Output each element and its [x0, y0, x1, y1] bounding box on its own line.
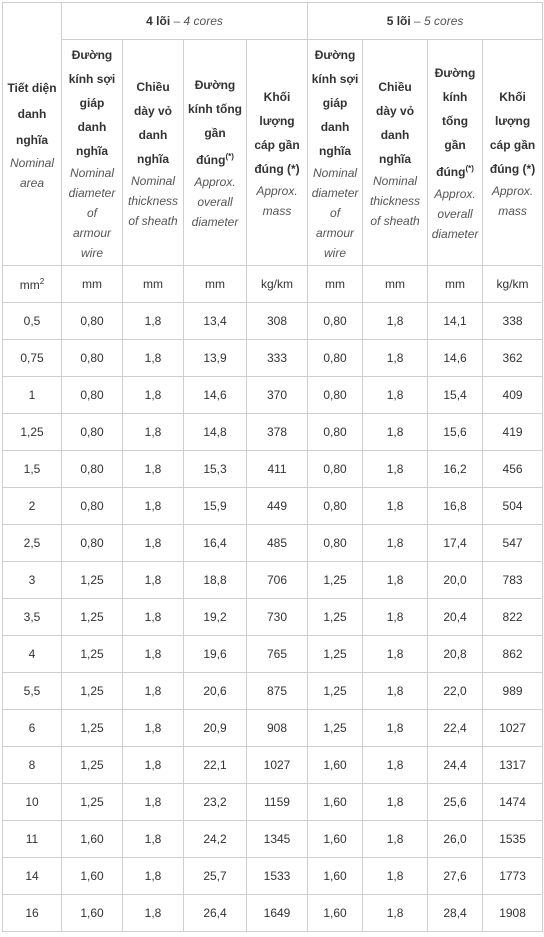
- header-line: nghĩa: [76, 143, 108, 158]
- cell-mass-5: 547: [483, 525, 543, 562]
- cell-overall-4: 26,4: [184, 895, 247, 932]
- cell-sheath-5: 1,8: [363, 562, 428, 599]
- cell-sheath-4: 1,8: [123, 599, 184, 636]
- cable-spec-table: [2, 2, 543, 932]
- header-line: kính: [442, 90, 468, 104]
- table-row: [3, 821, 543, 858]
- table-row: [3, 858, 543, 895]
- cell-overall-4: 23,2: [184, 784, 247, 821]
- cell-overall-5: 26,0: [428, 821, 483, 858]
- header-line: danh: [17, 107, 47, 121]
- cell-sheath-4: 1,8: [123, 895, 184, 932]
- header-line: gần: [444, 138, 466, 152]
- header-line: kính sợi: [68, 71, 116, 86]
- header-nominal-area-vn: [5, 75, 59, 153]
- cell-mass-4: 370: [247, 377, 308, 414]
- table-row: [3, 340, 543, 377]
- cell-mass-5: 783: [483, 562, 543, 599]
- unit-mm: mm: [363, 266, 428, 303]
- header-nominal-area: [3, 3, 62, 266]
- cell-mass-5: 1773: [483, 858, 543, 895]
- cell-armour-5: 1,25: [308, 710, 363, 747]
- header-line: dày vỏ: [376, 103, 415, 118]
- cell-mass-4: 378: [247, 414, 308, 451]
- cell-armour-5: 0,80: [308, 303, 363, 340]
- cell-sheath-4: 1,8: [123, 303, 184, 340]
- unit-mm: mm: [123, 266, 184, 303]
- header-line: mass: [498, 203, 527, 218]
- cell-area: 16: [3, 895, 62, 932]
- group-4-label: 4 lõi: [146, 14, 171, 28]
- header-en: [485, 181, 540, 221]
- table-row: [3, 636, 543, 673]
- cell-armour-4: 1,25: [62, 673, 123, 710]
- table-row: [3, 673, 543, 710]
- cell-mass-4: 449: [247, 488, 308, 525]
- cell-area: 1,5: [3, 451, 62, 488]
- cell-mass-5: 456: [483, 451, 543, 488]
- header-armour-diameter-4: [62, 40, 123, 266]
- cell-sheath-5: 1,8: [363, 747, 428, 784]
- header-line: đúng(*): [196, 152, 234, 167]
- header-en: [186, 172, 244, 232]
- unit-mass: kg/km: [483, 266, 543, 303]
- cell-mass-4: 1159: [247, 784, 308, 821]
- header-line: dày vỏ: [133, 103, 172, 118]
- header-line: cáp gần: [254, 137, 300, 152]
- cell-armour-5: 0,80: [308, 377, 363, 414]
- table-row: [3, 377, 543, 414]
- cell-overall-5: 16,2: [428, 451, 483, 488]
- cell-area: 0,75: [3, 340, 62, 377]
- cell-mass-5: 419: [483, 414, 543, 451]
- cell-sheath-4: 1,8: [123, 451, 184, 488]
- cell-overall-4: 19,6: [184, 636, 247, 673]
- header-line: armour: [72, 225, 111, 240]
- cell-overall-5: 15,4: [428, 377, 483, 414]
- header-line: danh: [138, 127, 168, 142]
- header-line: diameter: [68, 185, 116, 200]
- header-en: [64, 163, 120, 263]
- header-line: of: [330, 205, 341, 220]
- cell-mass-4: 308: [247, 303, 308, 340]
- cell-sheath-4: 1,8: [123, 414, 184, 451]
- cell-overall-4: 14,8: [184, 414, 247, 451]
- unit-area-sup: 2: [39, 276, 45, 286]
- table-row: [3, 488, 543, 525]
- header-line: giáp: [79, 95, 105, 110]
- header-en: [310, 163, 360, 263]
- cell-mass-5: 1535: [483, 821, 543, 858]
- header-line: Approx.: [194, 175, 236, 189]
- header-line: đúng(*): [436, 164, 474, 179]
- table-row: [3, 599, 543, 636]
- cell-sheath-5: 1,8: [363, 710, 428, 747]
- unit-area: [3, 266, 62, 303]
- cell-area: 2,5: [3, 525, 62, 562]
- cell-sheath-5: 1,8: [363, 303, 428, 340]
- header-mass-4: [247, 40, 308, 266]
- header-sheath-thickness-5: [363, 40, 428, 266]
- cell-sheath-4: 1,8: [123, 525, 184, 562]
- group-5-sep: –: [410, 14, 425, 28]
- group-4-en: 4 cores: [183, 14, 223, 28]
- header-line: Nominal: [9, 156, 54, 170]
- cell-sheath-4: 1,8: [123, 821, 184, 858]
- header-line: area: [19, 176, 45, 190]
- cell-armour-5: 0,80: [308, 451, 363, 488]
- table-row: [3, 562, 543, 599]
- header-vn: [186, 73, 244, 172]
- cell-sheath-5: 1,8: [363, 488, 428, 525]
- header-line: Approx.: [491, 183, 534, 198]
- header-line: of sheath: [370, 213, 420, 228]
- cell-sheath-5: 1,8: [363, 451, 428, 488]
- cell-overall-5: 22,0: [428, 673, 483, 710]
- cell-mass-5: 338: [483, 303, 543, 340]
- table-row: [3, 747, 543, 784]
- cell-area: 2: [3, 488, 62, 525]
- header-en: [430, 184, 480, 244]
- unit-mm: mm: [308, 266, 363, 303]
- header-sheath-thickness-4: [123, 40, 184, 266]
- cell-overall-5: 20,4: [428, 599, 483, 636]
- header-vn: [365, 75, 425, 171]
- cell-mass-5: 822: [483, 599, 543, 636]
- cell-sheath-5: 1,8: [363, 340, 428, 377]
- cell-area: 5,5: [3, 673, 62, 710]
- header-line: Nominal: [313, 165, 358, 180]
- cell-armour-4: 1,60: [62, 821, 123, 858]
- cell-mass-4: 1533: [247, 858, 308, 895]
- header-line: Nominal: [130, 173, 175, 188]
- cell-area: 4: [3, 636, 62, 673]
- cell-armour-5: 0,80: [308, 525, 363, 562]
- cell-overall-4: 20,9: [184, 710, 247, 747]
- header-line: nghĩa: [137, 151, 169, 166]
- cell-mass-4: 333: [247, 340, 308, 377]
- cell-overall-5: 17,4: [428, 525, 483, 562]
- cell-armour-5: 0,80: [308, 488, 363, 525]
- cell-area: 11: [3, 821, 62, 858]
- cell-mass-5: 862: [483, 636, 543, 673]
- cell-area: 3: [3, 562, 62, 599]
- cell-sheath-4: 1,8: [123, 710, 184, 747]
- cell-armour-5: 1,60: [308, 821, 363, 858]
- cell-overall-5: 20,0: [428, 562, 483, 599]
- header-line: Nominal: [69, 165, 114, 180]
- header-line: of: [86, 205, 97, 220]
- cell-mass-5: 504: [483, 488, 543, 525]
- cell-armour-5: 1,60: [308, 858, 363, 895]
- header-overall-diameter-4: [184, 40, 247, 266]
- cell-mass-5: 989: [483, 673, 543, 710]
- cell-area: 0,5: [3, 303, 62, 340]
- table-row: [3, 414, 543, 451]
- cell-armour-4: 1,25: [62, 710, 123, 747]
- header-line: nghĩa: [319, 143, 352, 158]
- cell-armour-4: 1,25: [62, 784, 123, 821]
- header-armour-diameter-5: [308, 40, 363, 266]
- table-row: [3, 710, 543, 747]
- header-line: wire: [80, 245, 103, 260]
- cell-armour-5: 1,60: [308, 784, 363, 821]
- cell-armour-5: 1,25: [308, 599, 363, 636]
- cell-armour-4: 0,80: [62, 451, 123, 488]
- header-sup: (*): [465, 164, 474, 173]
- cell-mass-4: 1027: [247, 747, 308, 784]
- unit-area-text: mm: [19, 277, 40, 292]
- table-row: [3, 525, 543, 562]
- cell-sheath-4: 1,8: [123, 858, 184, 895]
- cell-overall-4: 15,9: [184, 488, 247, 525]
- cell-sheath-5: 1,8: [363, 525, 428, 562]
- cell-armour-5: 0,80: [308, 414, 363, 451]
- cell-sheath-5: 1,8: [363, 377, 428, 414]
- cell-armour-5: 1,25: [308, 636, 363, 673]
- header-line: Đường: [71, 47, 113, 62]
- cell-sheath-4: 1,8: [123, 636, 184, 673]
- cell-mass-5: 1474: [483, 784, 543, 821]
- header-line: Chiều: [378, 79, 412, 94]
- header-line: mass: [262, 203, 292, 218]
- header-en: [125, 171, 181, 231]
- cell-mass-5: 1027: [483, 710, 543, 747]
- cell-mass-5: 362: [483, 340, 543, 377]
- header-overall-diameter-5: [428, 40, 483, 266]
- header-line: danh: [380, 127, 410, 142]
- header-line: thickness: [127, 193, 179, 208]
- header-nominal-area-en: [5, 153, 59, 193]
- header-line: Approx.: [256, 183, 298, 198]
- header-line: kính tống: [188, 102, 242, 116]
- header-line: nghĩa: [379, 151, 412, 166]
- cell-armour-4: 0,80: [62, 340, 123, 377]
- cell-sheath-4: 1,8: [123, 562, 184, 599]
- unit-mm: mm: [62, 266, 123, 303]
- cell-mass-4: 908: [247, 710, 308, 747]
- cell-area: 8: [3, 747, 62, 784]
- header-en: [365, 171, 425, 231]
- group-5-en: 5 cores: [424, 14, 464, 28]
- cell-mass-4: 730: [247, 599, 308, 636]
- table-row: [3, 303, 543, 340]
- cell-mass-4: 411: [247, 451, 308, 488]
- header-vn: [64, 43, 120, 163]
- header-mass-5: [483, 40, 543, 266]
- cell-sheath-4: 1,8: [123, 673, 184, 710]
- header-line: diameter: [191, 215, 239, 229]
- cell-armour-4: 0,80: [62, 377, 123, 414]
- header-sup: (*): [225, 152, 234, 161]
- group-header-4-cores: [62, 3, 308, 40]
- cell-armour-4: 1,60: [62, 858, 123, 895]
- cell-overall-4: 16,4: [184, 525, 247, 562]
- cell-mass-4: 1345: [247, 821, 308, 858]
- cell-overall-5: 20,8: [428, 636, 483, 673]
- cell-overall-5: 27,6: [428, 858, 483, 895]
- cell-area: 3,5: [3, 599, 62, 636]
- cell-mass-5: 1317: [483, 747, 543, 784]
- header-vn: [125, 75, 181, 171]
- group-header-5-cores: [308, 3, 543, 40]
- header-line: wire: [324, 245, 347, 260]
- header-line: of sheath: [128, 213, 178, 228]
- header-line: diameter: [311, 185, 359, 200]
- header-vn: [249, 85, 305, 181]
- cell-overall-4: 25,7: [184, 858, 247, 895]
- cell-sheath-4: 1,8: [123, 377, 184, 414]
- cell-armour-5: 0,80: [308, 340, 363, 377]
- header-vn: [310, 43, 360, 163]
- unit-mm: mm: [184, 266, 247, 303]
- unit-mm: mm: [428, 266, 483, 303]
- cell-overall-4: 22,1: [184, 747, 247, 784]
- cell-overall-5: 15,6: [428, 414, 483, 451]
- header-en: [249, 181, 305, 221]
- cell-sheath-5: 1,8: [363, 673, 428, 710]
- cell-sheath-5: 1,8: [363, 858, 428, 895]
- cell-armour-4: 1,25: [62, 636, 123, 673]
- cell-armour-5: 1,25: [308, 562, 363, 599]
- header-line: overall: [197, 195, 233, 209]
- cell-overall-4: 19,2: [184, 599, 247, 636]
- cell-sheath-5: 1,8: [363, 599, 428, 636]
- cell-sheath-4: 1,8: [123, 784, 184, 821]
- header-line: danh: [320, 119, 350, 134]
- header-line: tống: [442, 114, 469, 128]
- header-line: kính sợi: [311, 71, 359, 86]
- cell-overall-4: 18,8: [184, 562, 247, 599]
- cell-area: 6: [3, 710, 62, 747]
- cell-area: 1: [3, 377, 62, 414]
- cell-overall-4: 20,6: [184, 673, 247, 710]
- cell-sheath-4: 1,8: [123, 488, 184, 525]
- cell-mass-4: 706: [247, 562, 308, 599]
- cell-overall-5: 28,4: [428, 895, 483, 932]
- unit-mass: kg/km: [247, 266, 308, 303]
- header-line: lượng: [259, 113, 295, 128]
- cell-overall-5: 24,4: [428, 747, 483, 784]
- cell-sheath-5: 1,8: [363, 636, 428, 673]
- header-line: diameter: [431, 227, 479, 241]
- header-line: đúng (*): [489, 161, 536, 176]
- cell-overall-4: 24,2: [184, 821, 247, 858]
- cell-sheath-5: 1,8: [363, 784, 428, 821]
- cell-armour-5: 1,60: [308, 747, 363, 784]
- cell-armour-5: 1,25: [308, 673, 363, 710]
- cell-mass-4: 1649: [247, 895, 308, 932]
- header-line: Chiều: [136, 79, 170, 94]
- cell-area: 14: [3, 858, 62, 895]
- header-vn: [430, 61, 480, 184]
- group-4-sep: –: [170, 14, 184, 28]
- header-line: cáp gần: [489, 137, 536, 152]
- cell-mass-5: 409: [483, 377, 543, 414]
- table-row: [3, 784, 543, 821]
- table-row: [3, 895, 543, 932]
- cell-area: 10: [3, 784, 62, 821]
- cell-overall-4: 15,3: [184, 451, 247, 488]
- table-row: [3, 451, 543, 488]
- header-line: armour: [316, 225, 355, 240]
- cell-mass-5: 1908: [483, 895, 543, 932]
- header-line: Đường: [194, 78, 236, 92]
- header-line: Nominal: [373, 173, 418, 188]
- cell-overall-5: 14,1: [428, 303, 483, 340]
- cell-overall-5: 14,6: [428, 340, 483, 377]
- cell-area: 1,25: [3, 414, 62, 451]
- cell-mass-4: 875: [247, 673, 308, 710]
- header-line: Đường: [314, 47, 356, 62]
- units-row: [3, 266, 543, 303]
- cell-overall-5: 16,8: [428, 488, 483, 525]
- group-5-label: 5 lõi: [386, 14, 411, 28]
- header-line: Khối: [263, 89, 291, 104]
- header-line: lượng: [494, 113, 531, 128]
- header-line: Đường: [434, 66, 476, 80]
- header-line: Approx.: [434, 187, 476, 201]
- cell-sheath-5: 1,8: [363, 821, 428, 858]
- header-line: giáp: [322, 95, 348, 110]
- header-vn: [485, 85, 540, 181]
- cell-armour-4: 1,25: [62, 599, 123, 636]
- cell-sheath-4: 1,8: [123, 340, 184, 377]
- header-line: Khối: [499, 89, 526, 104]
- cell-sheath-5: 1,8: [363, 414, 428, 451]
- header-line: gần: [204, 126, 226, 140]
- cell-overall-5: 22,4: [428, 710, 483, 747]
- cell-armour-4: 0,80: [62, 414, 123, 451]
- cell-overall-5: 25,6: [428, 784, 483, 821]
- header-line: thickness: [370, 193, 421, 208]
- cell-armour-4: 0,80: [62, 488, 123, 525]
- cell-mass-4: 765: [247, 636, 308, 673]
- cell-sheath-4: 1,8: [123, 747, 184, 784]
- cell-overall-4: 14,6: [184, 377, 247, 414]
- cell-mass-4: 485: [247, 525, 308, 562]
- cell-overall-4: 13,9: [184, 340, 247, 377]
- header-line: overall: [437, 207, 473, 221]
- header-line: nghĩa: [16, 133, 48, 147]
- cell-armour-4: 0,80: [62, 525, 123, 562]
- header-line: danh: [77, 119, 107, 134]
- header-line: Tiết diện: [7, 81, 57, 95]
- cell-armour-5: 1,60: [308, 895, 363, 932]
- cell-armour-4: 0,80: [62, 303, 123, 340]
- cell-overall-4: 13,4: [184, 303, 247, 340]
- cell-armour-4: 1,25: [62, 562, 123, 599]
- cell-armour-4: 1,60: [62, 895, 123, 932]
- cell-armour-4: 1,25: [62, 747, 123, 784]
- cell-sheath-5: 1,8: [363, 895, 428, 932]
- header-line: đúng (*): [254, 161, 300, 176]
